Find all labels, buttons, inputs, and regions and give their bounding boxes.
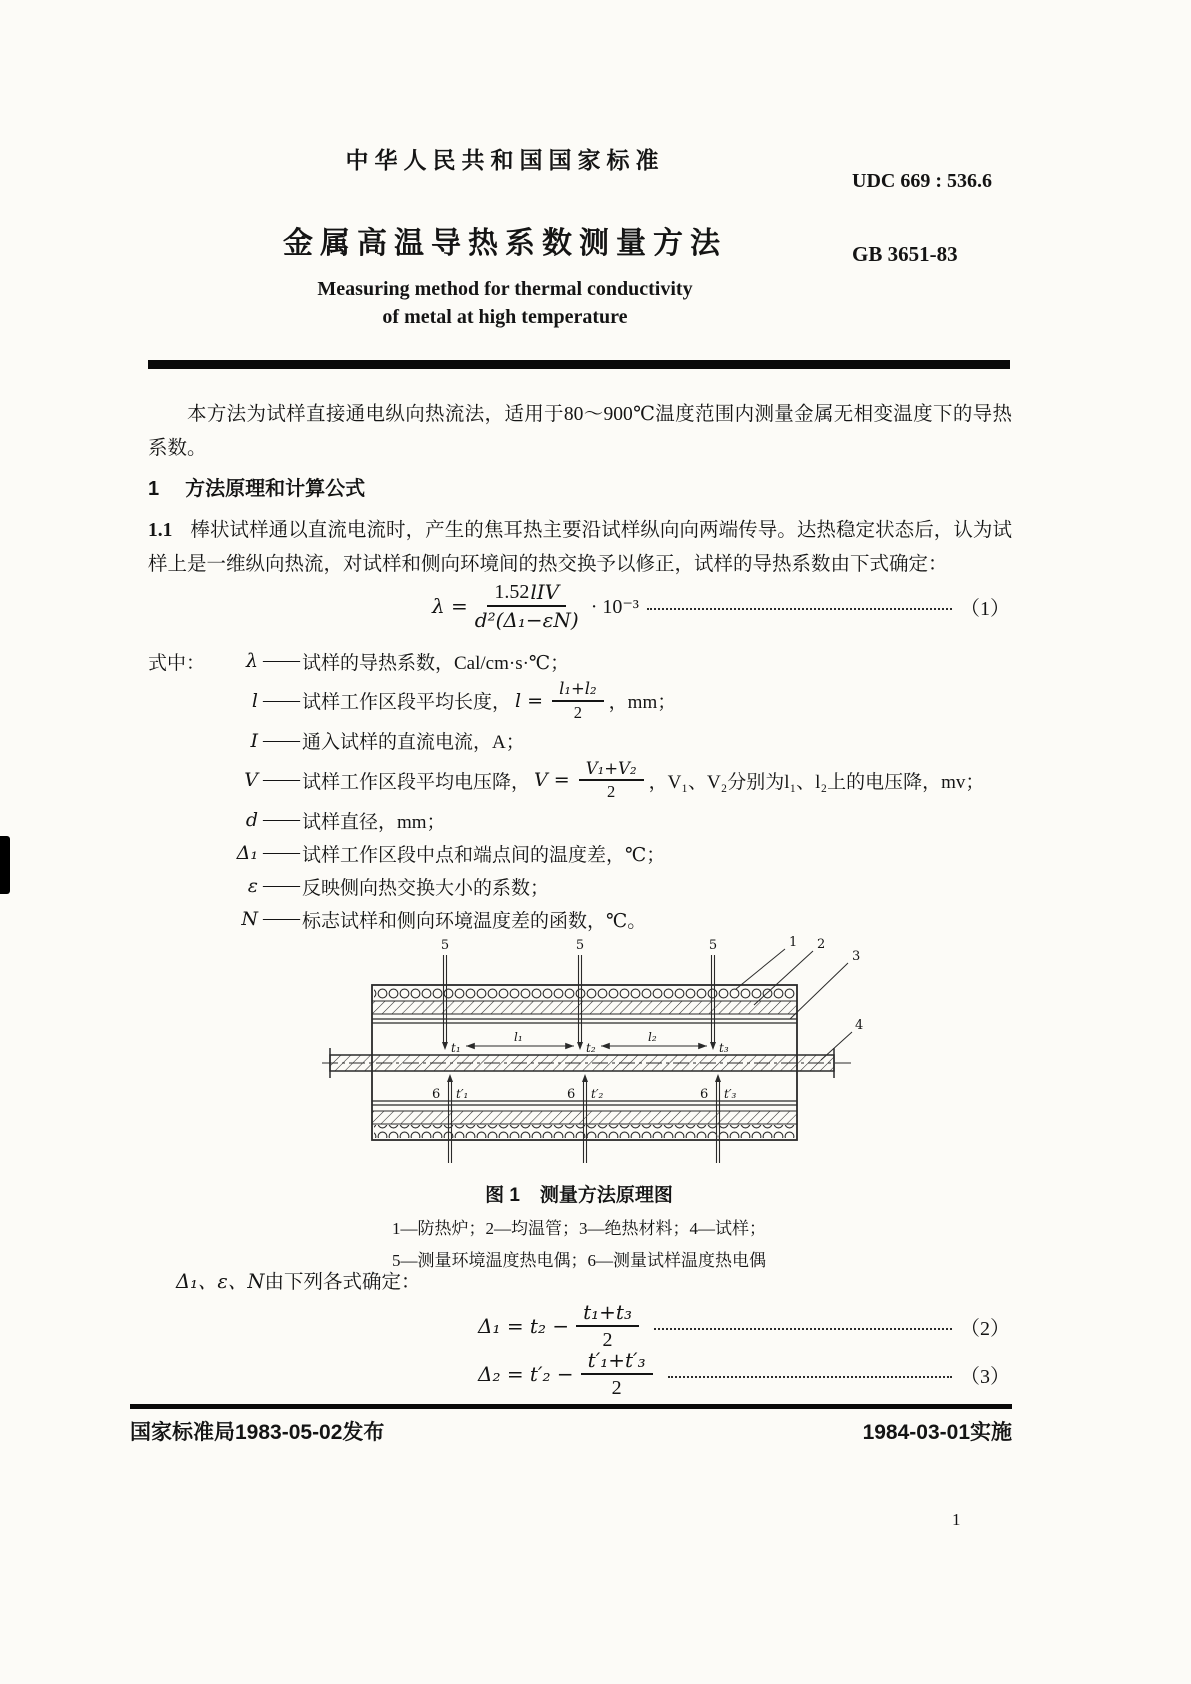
- def-dash: ——: [263, 908, 299, 930]
- numerator-variables: lIV: [530, 580, 560, 604]
- page-number: 1: [952, 1510, 961, 1529]
- document-title-en-line2: of metal at high temperature: [382, 306, 628, 328]
- def-text-post: ，mm；: [608, 692, 677, 714]
- formula-3-fraction: [581, 1348, 653, 1400]
- document-title: 金属高温导热系数测量方法: [283, 227, 727, 260]
- formula-1: [432, 580, 1010, 632]
- formula-2-numerator: t₁+t₃: [576, 1300, 639, 1327]
- denominator: 2: [607, 782, 616, 802]
- figure-number: 图 1: [485, 1185, 520, 1206]
- denominator: 2: [573, 702, 582, 722]
- inline-fraction: [579, 759, 644, 803]
- inline-equation-lhs: V =: [534, 769, 570, 792]
- dotted-leader: [654, 1328, 952, 1330]
- header-divider: [148, 360, 1010, 369]
- callout-1: 1: [789, 935, 798, 950]
- insulation-bottom: [372, 1111, 797, 1124]
- def-symbol: λ: [245, 650, 258, 672]
- label-t2-prime: t′₂: [591, 1087, 604, 1101]
- formula-2-fraction: [576, 1300, 639, 1352]
- def-text-post: ，V₁、V₂分别为l₁、l₂上的电压降，mv；: [648, 771, 985, 793]
- formula-2-lhs: Δ₁ = t₂ −: [478, 1314, 570, 1338]
- definition-row-lambda: [148, 646, 1012, 676]
- definition-row-l: [148, 679, 1012, 723]
- symbol-definitions: [148, 646, 1012, 937]
- formula-1-numerator: [487, 580, 566, 607]
- definition-row-diameter: [148, 805, 1012, 835]
- section-number: 1: [148, 478, 160, 500]
- definition-row-epsilon: [148, 871, 1012, 901]
- formula-2-denominator: 2: [602, 1329, 613, 1351]
- clause-number: 1.1: [148, 520, 173, 541]
- figure-title: 测量方法原理图: [539, 1185, 673, 1206]
- def-dash: ——: [263, 842, 299, 864]
- def-dash: ——: [263, 875, 299, 897]
- pre-formula-rest: 由下列各式确定：: [264, 1272, 421, 1293]
- heater-coil-bottom: [374, 1125, 795, 1138]
- numerator: l₁+l₂: [552, 679, 604, 702]
- section-1-heading: [148, 472, 365, 501]
- formula-3-lhs: Δ₂ = t′₂ −: [478, 1362, 574, 1386]
- label-t3: t₃: [719, 1041, 729, 1055]
- def-dash: ——: [263, 769, 299, 791]
- def-text: 试样工作区段平均长度，: [302, 692, 512, 714]
- label-6: 6: [700, 1087, 709, 1102]
- where-label: 式中：: [148, 652, 206, 674]
- sample-rod: [330, 1055, 834, 1071]
- clause-text: 棒状试样通以直流电流时，产生的焦耳热主要沿试样纵向向两端传导。达热稳定状态后，认为试样上是一维纵向热流，对试样和侧向环境间的热交换予以修正，试样的导热系数由下式确定：: [148, 520, 1012, 575]
- def-symbol: l: [251, 689, 258, 712]
- def-symbol: V: [244, 769, 258, 792]
- equation-number-2: （2）: [960, 1317, 1010, 1340]
- numerator: V₁+V₂: [579, 759, 644, 782]
- def-dash: ——: [263, 650, 299, 671]
- label-l1: l₁: [514, 1030, 523, 1044]
- footer-issue-date: 国家标准局1983-05-02发布: [130, 1421, 385, 1444]
- formula-1-factor: · 10⁻³: [590, 595, 639, 618]
- numerator-coefficient: 1.52: [494, 581, 530, 603]
- label-l2: l₂: [648, 1030, 657, 1044]
- formula-3: [478, 1348, 1010, 1400]
- label-t3-prime: t′₃: [724, 1087, 737, 1101]
- def-symbol: ε: [247, 875, 258, 898]
- section-title: 方法原理和计算公式: [185, 478, 366, 500]
- thermocouple-tips-bottom: [447, 1074, 721, 1082]
- dotted-leader: [668, 1376, 952, 1378]
- def-text: 试样的导热系数，Cal/cm·s·℃；: [302, 652, 570, 674]
- def-dash: ——: [263, 809, 299, 831]
- clause-1-1: [148, 514, 1012, 582]
- udc-number: UDC 669 : 536.6: [852, 170, 992, 192]
- def-text: 通入试样的直流电流，A；: [302, 732, 525, 754]
- scan-mark: [0, 836, 10, 894]
- label-6: 6: [432, 1087, 441, 1102]
- formula-1-fraction: [475, 580, 579, 632]
- def-symbol: d: [245, 809, 258, 832]
- callout-2: 2: [817, 937, 826, 952]
- label-t2: t₂: [586, 1041, 596, 1055]
- def-text: 试样工作区段中点和端点间的温度差，℃；: [302, 844, 666, 866]
- label-5: 5: [575, 938, 585, 953]
- figure-1: [322, 935, 892, 1178]
- figure-caption: [148, 1180, 1010, 1207]
- footer-effective-date: 1984-03-01实施: [862, 1421, 1012, 1444]
- callout-3: 3: [852, 949, 861, 964]
- label-5: 5: [708, 938, 718, 953]
- definition-row-delta1: [148, 838, 1012, 868]
- def-text: 反映侧向热交换大小的系数；: [302, 877, 550, 899]
- footer-rule: [130, 1404, 1012, 1409]
- inline-equation-lhs: l =: [515, 689, 544, 712]
- definition-row-current: [148, 726, 1012, 756]
- definition-row-voltage: [148, 759, 1012, 803]
- def-text: 标志试样和侧向环境温度差的函数，℃。: [302, 910, 647, 932]
- document-title-en-line1: Measuring method for thermal conductivity: [317, 278, 693, 300]
- heater-coil-top: [374, 987, 795, 1000]
- pre-formula-text: [176, 1266, 420, 1294]
- def-symbol: Δ₁: [236, 842, 258, 865]
- dotted-leader: [647, 608, 952, 610]
- label-t1-prime: t′₁: [456, 1087, 469, 1101]
- def-symbol: I: [250, 729, 258, 752]
- def-dash: ——: [263, 729, 299, 751]
- standard-number: GB 3651-83: [852, 242, 958, 266]
- label-t1: t₁: [451, 1041, 461, 1055]
- def-text: 试样直径，mm；: [302, 811, 446, 833]
- figure-legend-line2: 5—测量环境温度热电偶；6—测量试样温度热电偶: [392, 1251, 766, 1270]
- def-dash: ——: [263, 689, 299, 711]
- label-5: 5: [440, 938, 450, 953]
- figure-legend-line1: 1—防热炉；2—均温管；3—绝热材料；4—试样；: [392, 1219, 766, 1238]
- pre-formula-symbols: Δ₁、ε、N: [176, 1270, 265, 1293]
- formula-2: [478, 1300, 1010, 1352]
- label-6: 6: [567, 1087, 576, 1102]
- formula-3-denominator: 2: [611, 1377, 622, 1399]
- standard-org-title: 中华人民共和国国家标准: [345, 148, 665, 173]
- equation-number-1: （1）: [960, 597, 1010, 620]
- figure-1-diagram: [322, 935, 892, 1173]
- def-text: 试样工作区段平均电压降，: [302, 771, 531, 793]
- equation-number-3: （3）: [960, 1365, 1010, 1388]
- inline-fraction: [552, 679, 604, 723]
- formula-1-lhs: λ =: [432, 594, 468, 618]
- definition-row-n: [148, 904, 1012, 934]
- formula-3-numerator: t′₁+t′₃: [581, 1348, 653, 1375]
- def-symbol: N: [241, 908, 258, 931]
- formula-1-denominator: d²(Δ₁−εN): [474, 608, 579, 632]
- callout-4: 4: [855, 1018, 864, 1033]
- insulation-top: [372, 1001, 797, 1014]
- intro-paragraph: 本方法为试样直接通电纵向热流法，适用于80～900℃温度范围内测量金属无相变温度下的导热系数。: [148, 404, 1012, 459]
